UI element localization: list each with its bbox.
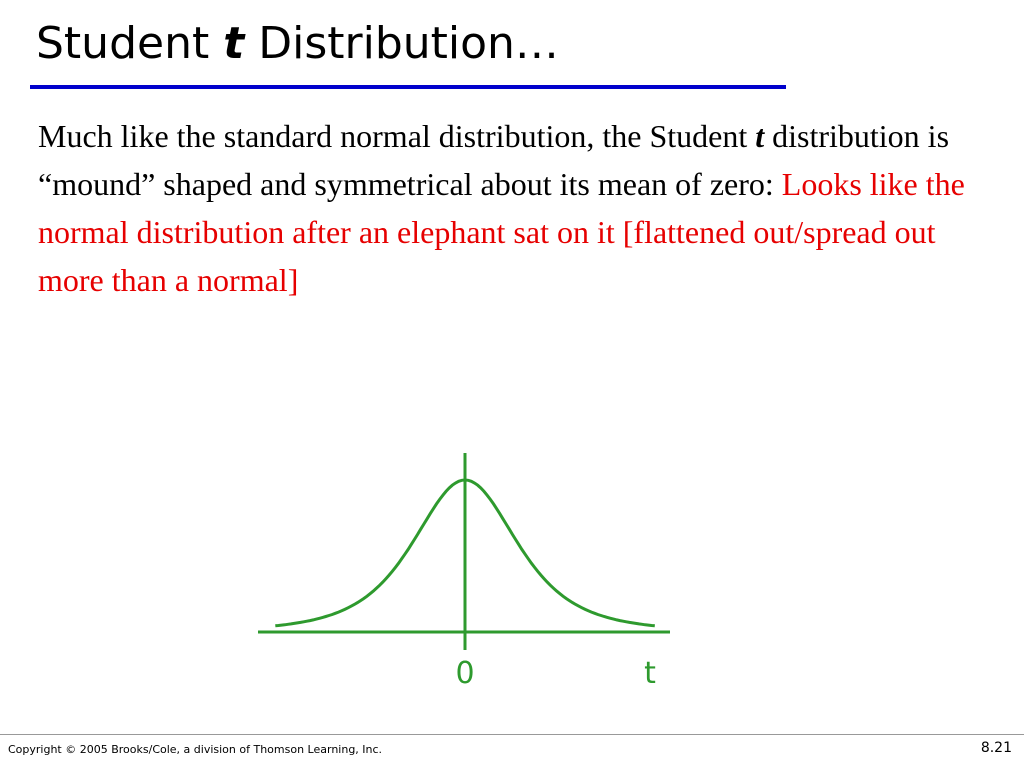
t-distribution-figure <box>250 445 680 695</box>
body-emphasis-text: Looks like the normal distribution after an elephant sat on it [flattened out/spread out more than a normal] <box>38 166 965 298</box>
t-distribution-svg <box>250 445 680 695</box>
title-text-end: Distribution… <box>244 18 559 69</box>
title-underline-rule <box>30 85 786 89</box>
origin-label: 0 <box>455 656 475 691</box>
t-axis-label: t <box>644 656 656 691</box>
body-text-middle: distribution is “mound” shaped and symmetrical about its mean of zero: <box>38 118 950 202</box>
slide-number: 8.21 <box>980 740 1012 756</box>
copyright-notice: Copyright © 2005 Brooks/Cole, a division of Thomson Learning, Inc. <box>8 743 383 756</box>
body-paragraph <box>38 112 978 304</box>
slide-title <box>36 20 559 68</box>
title-t-symbol: t <box>223 18 245 69</box>
body-text-start: Much like the standard normal distribution, the Student <box>38 118 756 154</box>
body-t-symbol: t <box>755 118 765 154</box>
footer-rule <box>0 734 1024 735</box>
title-text-start: Student <box>36 18 224 69</box>
